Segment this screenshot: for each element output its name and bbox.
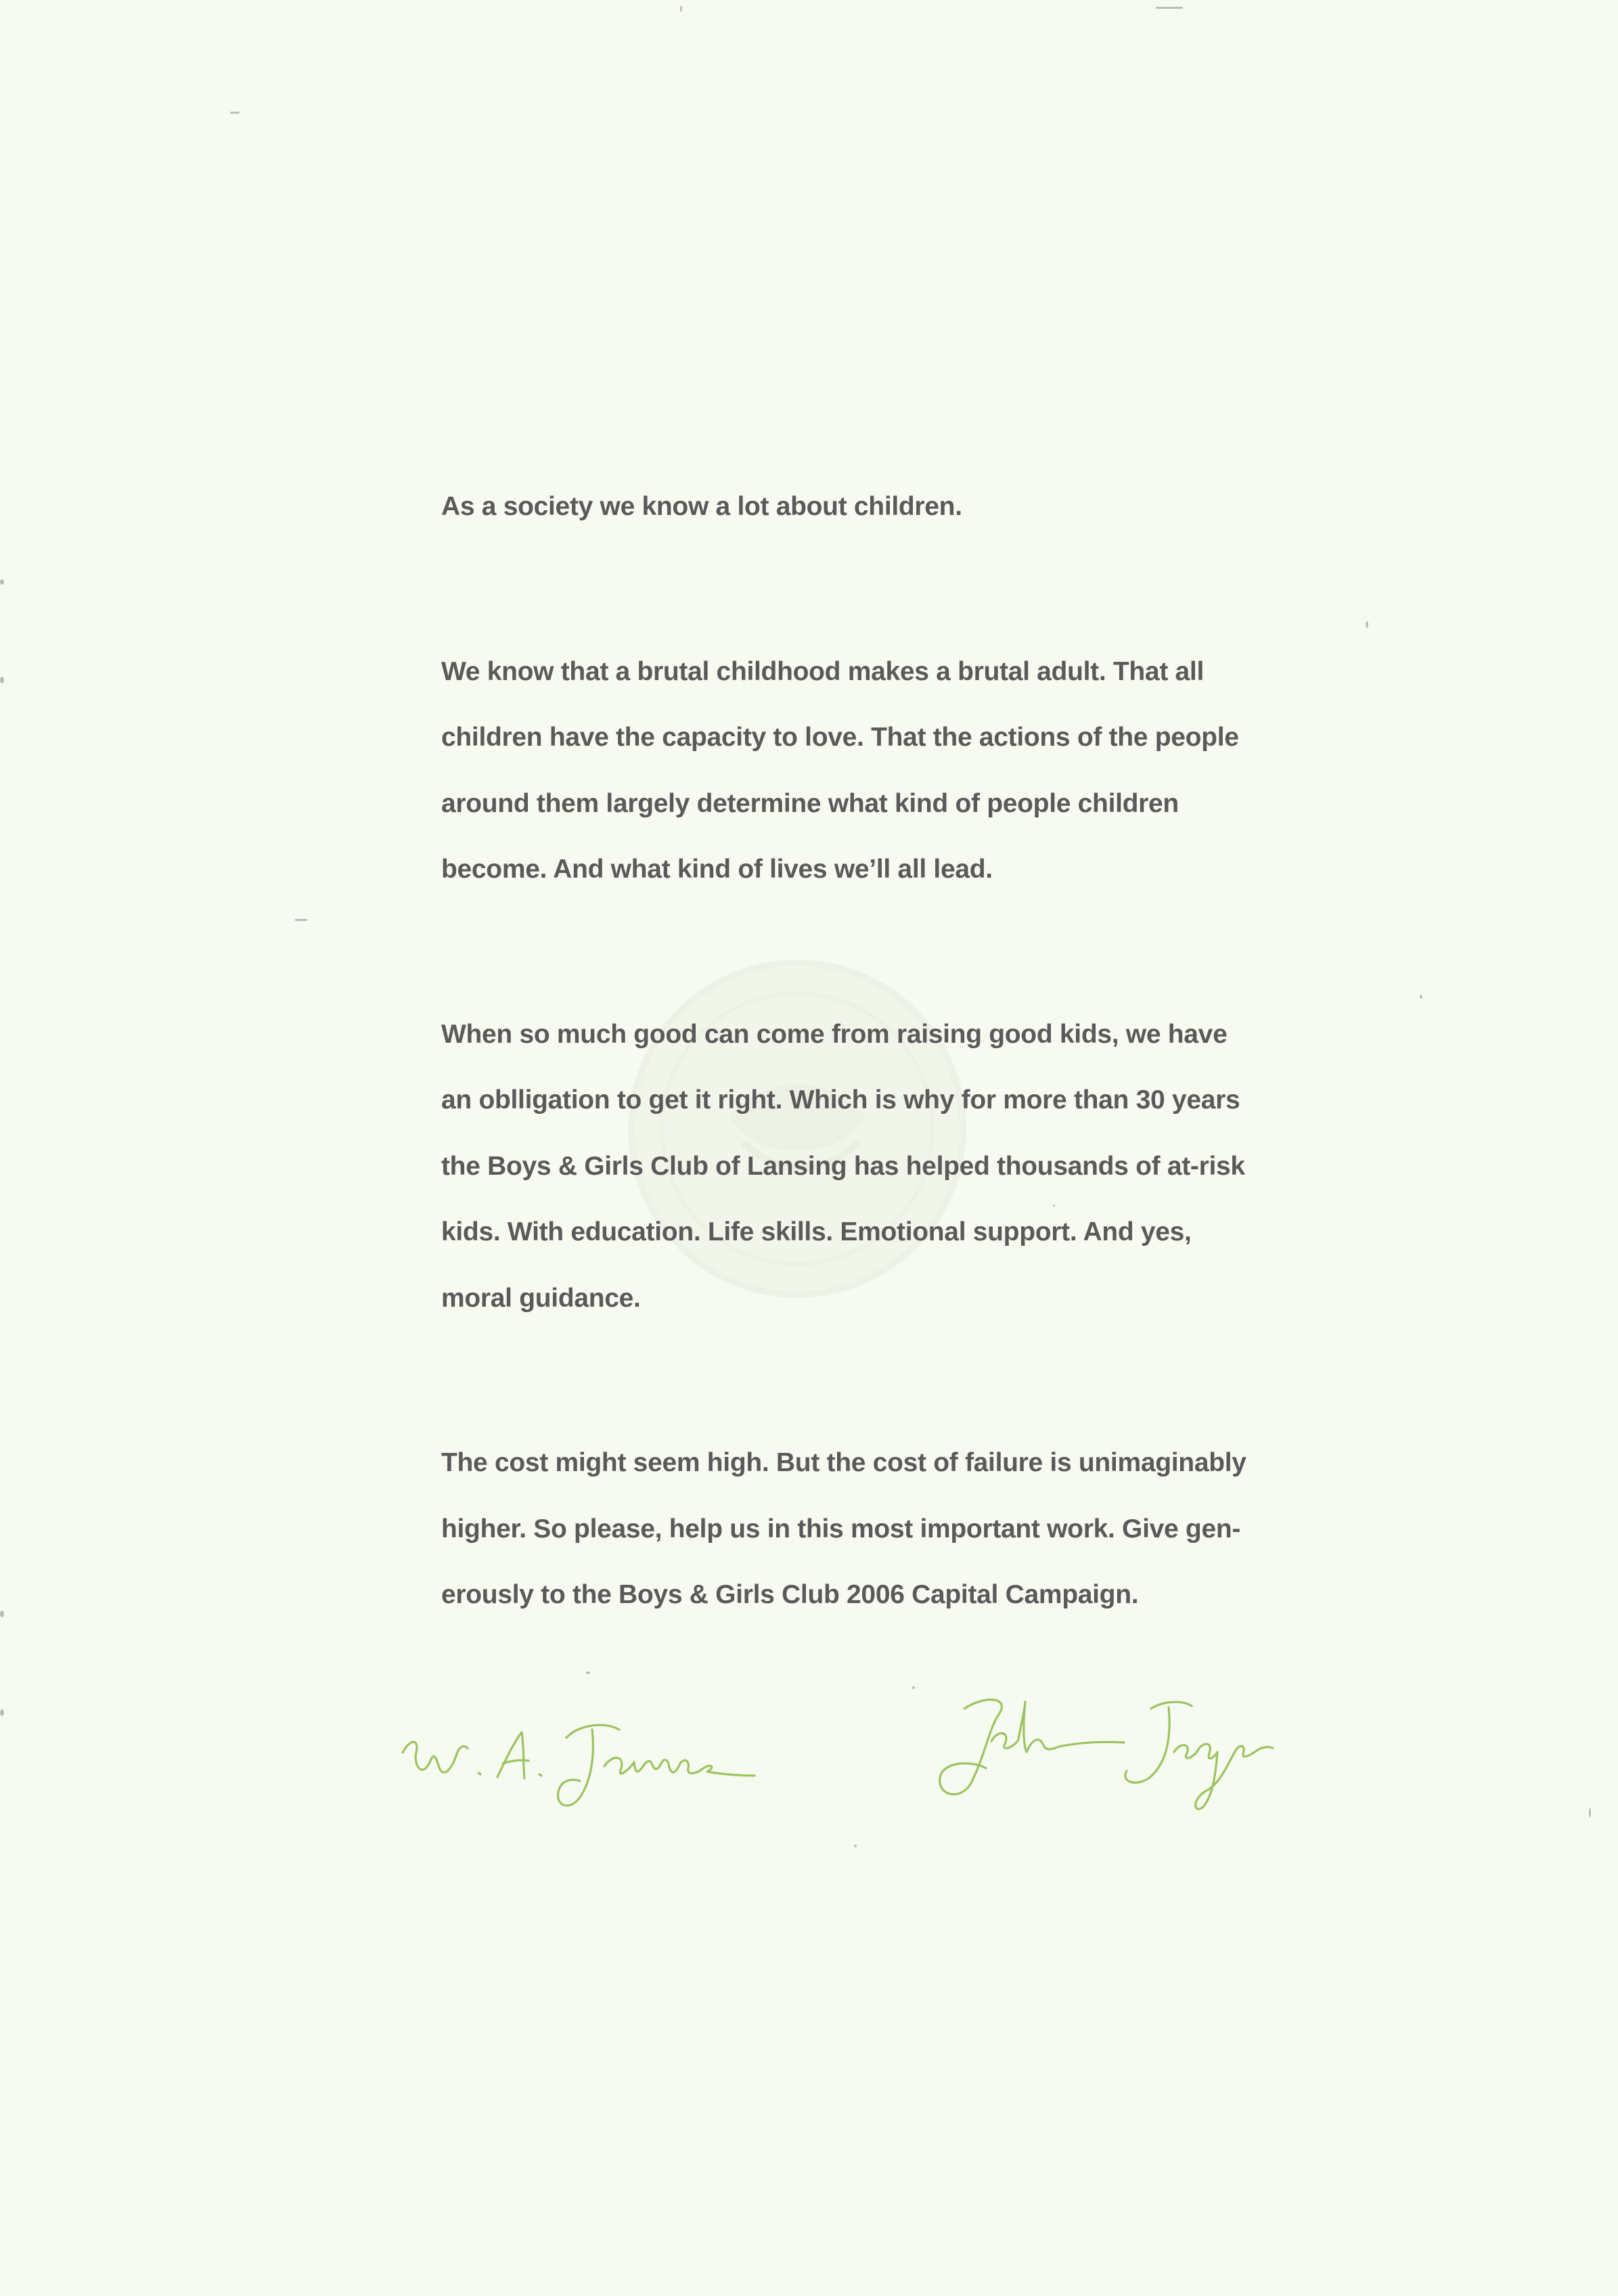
paragraph-club-mission xyxy=(441,1001,1253,1332)
text-line: When so much good can come from raising good kids, we have xyxy=(441,1019,1228,1049)
text-line: become. And what kind of lives we’ll all lead. xyxy=(441,855,993,884)
text-line: We know that a brutal childhood makes a brutal adult. That all xyxy=(441,656,1205,686)
signature-logan xyxy=(924,1682,1276,1817)
text-line: kids. With education. Life skills. Emotional support. And yes, xyxy=(441,1217,1192,1246)
paper-speck xyxy=(295,919,307,921)
paper-speck xyxy=(1156,7,1183,9)
text-line: around them largely determine what kind of people children xyxy=(441,788,1179,818)
paper-speck xyxy=(912,1686,915,1689)
text-line: children have the capacity to love. That the actions of the people xyxy=(441,723,1239,752)
paragraph-appeal xyxy=(441,1430,1253,1628)
paper-speck xyxy=(1420,995,1422,999)
text-line: an oblligation to get it right. Which is why for more than 30 years xyxy=(441,1085,1240,1115)
text-line: higher. So please, help us in this most important work. Give gen- xyxy=(441,1514,1241,1544)
paper-speck xyxy=(1589,1808,1591,1818)
paper-speck xyxy=(1366,621,1368,628)
paper-speck xyxy=(0,677,4,683)
paper-speck xyxy=(0,579,4,585)
paper-speck xyxy=(854,1845,857,1847)
text-line: erously to the Boys & Girls Club 2006 Capital Campaign. xyxy=(441,1580,1139,1609)
paper-speck xyxy=(680,5,682,12)
signature-farmer xyxy=(389,1705,768,1827)
paragraph-brutal-childhood xyxy=(441,639,1253,903)
paper-speck xyxy=(0,1611,4,1617)
paragraph-intro xyxy=(441,474,1253,540)
text-line: moral guidance. xyxy=(441,1283,641,1313)
text-line: The cost might seem high. But the cost of failure is unimaginably xyxy=(441,1448,1246,1477)
paper-speck xyxy=(0,1709,4,1716)
paper-speck xyxy=(230,112,240,114)
letter-body xyxy=(441,474,1253,1628)
paper-speck xyxy=(586,1671,590,1674)
text-line: As a society we know a lot about children. xyxy=(441,492,962,521)
text-line: the Boys & Girls Club of Lansing has helped thousands of at-risk xyxy=(441,1151,1245,1181)
